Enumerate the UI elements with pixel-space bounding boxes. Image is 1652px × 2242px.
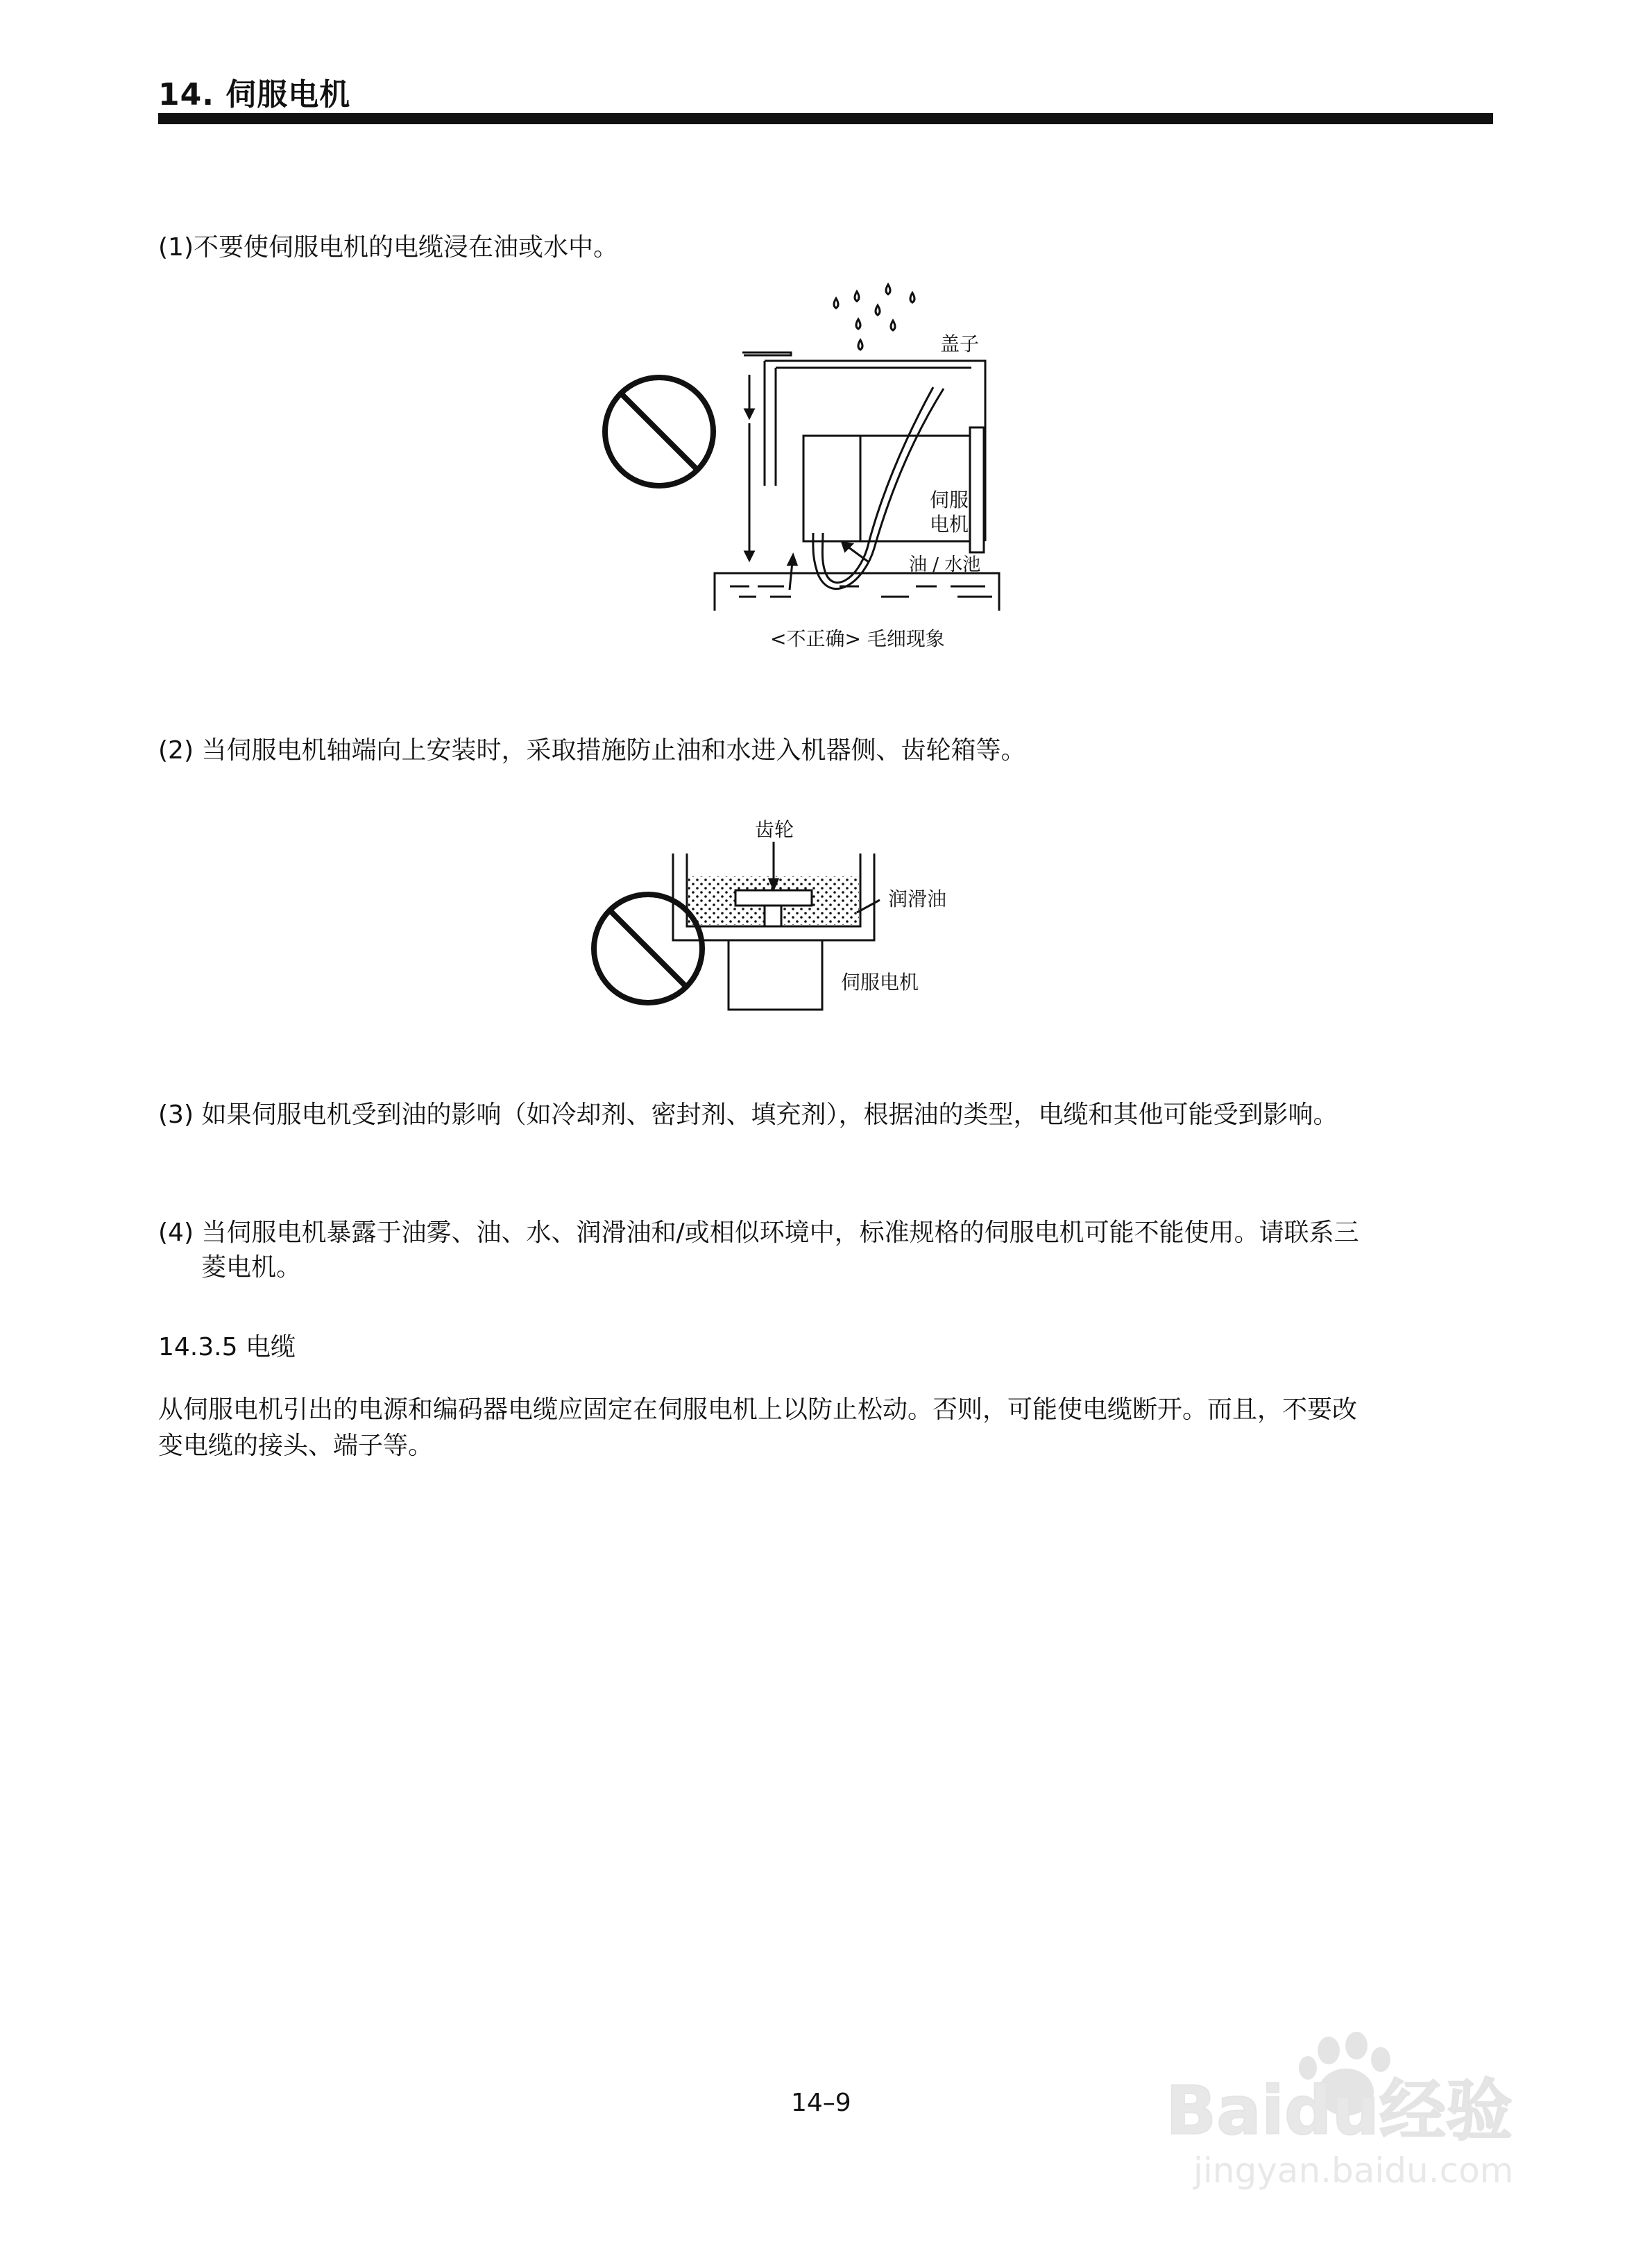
page-header-title: 14. 伺服电机: [158, 77, 351, 112]
item-1-text: (1)不要使伺服电机的电缆浸在油或水中。: [158, 233, 618, 262]
item-4-text-line2: 菱电机。: [201, 1253, 302, 1282]
section-heading: 14.3.5 电缆: [158, 1333, 296, 1361]
cover-label: 盖子: [940, 332, 980, 355]
baidu-watermark-logo: [1152, 2026, 1540, 2200]
header-rule: [158, 113, 1493, 124]
page-number: 14–9: [791, 2089, 851, 2117]
oil-label: 润滑油: [888, 888, 947, 910]
gear-label: 齿轮: [755, 818, 794, 841]
pool-label: 油 / 水池: [909, 554, 981, 575]
section-body-line2: 变电缆的接头、端子等。: [158, 1432, 434, 1460]
figure1-caption: <不正确> 毛细现象: [770, 627, 945, 650]
motor-label: 伺服电机: [841, 971, 919, 994]
watermark-brand: Baidu经验: [1166, 2072, 1513, 2150]
section-body-line1: 从伺服电机引出的电源和编码器电缆应固定在伺服电机上以防止松动。否则，可能使电缆断开。而且，不要改: [158, 1395, 1358, 1424]
item-3-text: (3) 如果伺服电机受到油的影响（如冷却剂、密封剂、填充剂），根据油的类型，电缆和其他可能受到影响。: [158, 1101, 1338, 1129]
figure-gearbox-diagram: [583, 815, 1027, 1044]
watermark-url: jingyan.baidu.com: [1193, 2150, 1514, 2191]
water-drops-icon: [834, 285, 914, 350]
item-4-text-line1: (4) 当伺服电机暴露于油雾、油、水、润滑油和/或相似环境中，标准规格的伺服电机可能不能使用。请联系三: [158, 1218, 1359, 1247]
motor-label-line1: 伺服: [930, 489, 969, 511]
prohibition-icon: [605, 377, 713, 486]
gear-arrow: [769, 842, 778, 889]
figure-capillary-diagram: [583, 271, 1013, 659]
motor-label-line2: 电机: [930, 513, 969, 536]
item-2-text: (2) 当伺服电机轴端向上安装时，采取措施防止油和水进入机器侧、齿轮箱等。: [158, 736, 1026, 765]
servo-motor-shape: [729, 940, 822, 1010]
capillary-arrows: [788, 543, 869, 590]
flow-arrows: [745, 375, 753, 560]
